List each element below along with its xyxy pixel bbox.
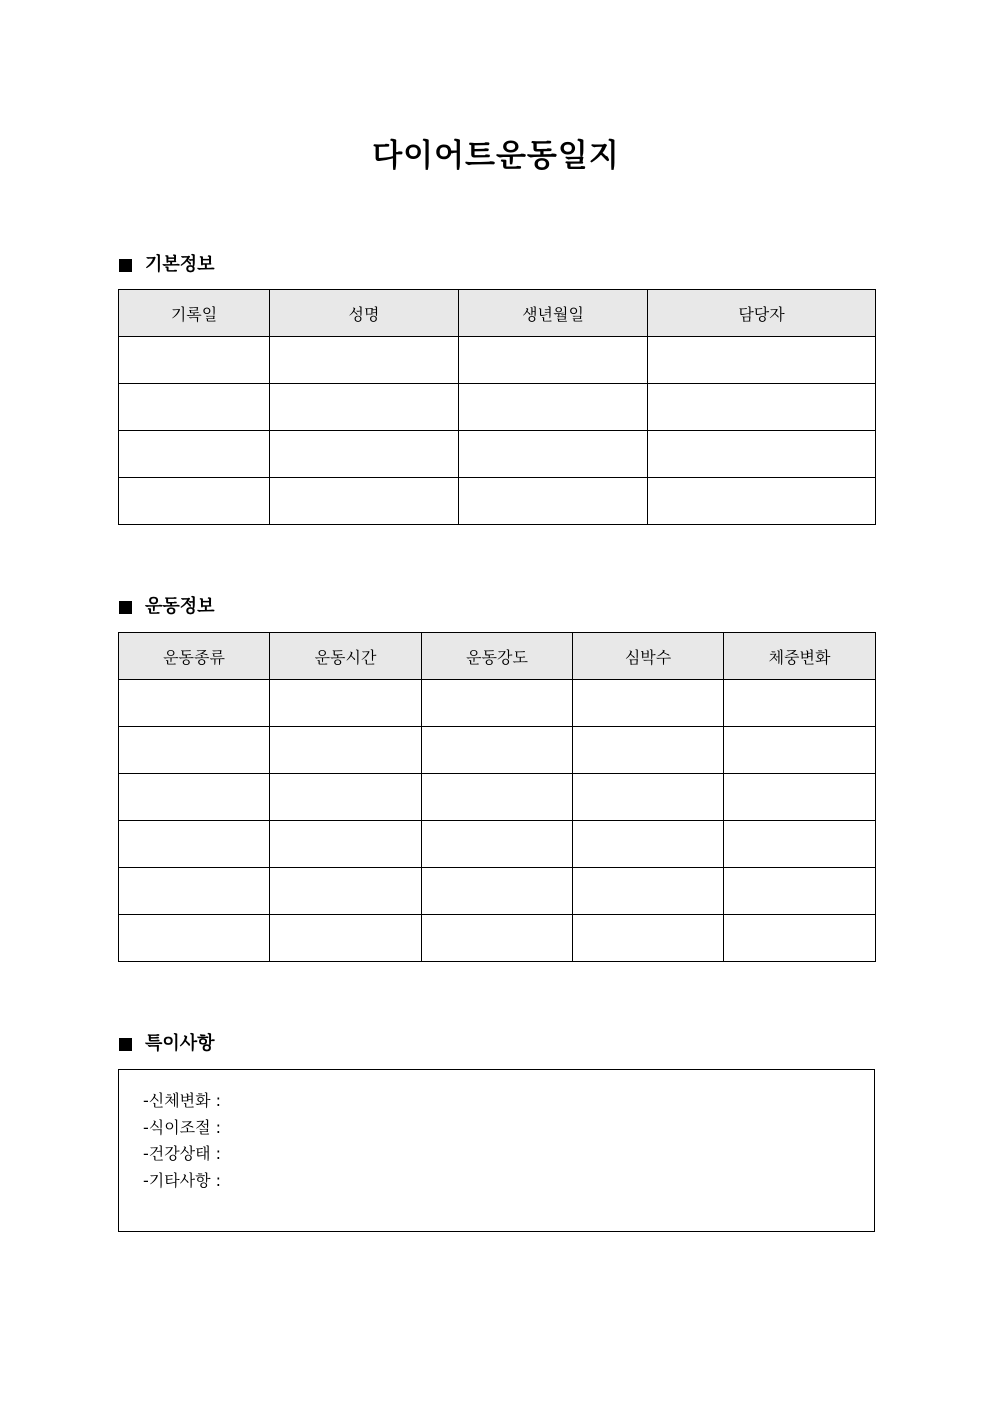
table-cell[interactable] (459, 431, 648, 478)
table-cell[interactable] (573, 680, 724, 727)
remarks-item-other: -기타사항 : (143, 1170, 222, 1190)
table-cell[interactable] (422, 868, 573, 915)
remarks-box[interactable] (118, 1069, 875, 1232)
column-header: 기록일 (119, 290, 270, 337)
column-header: 운동종류 (119, 633, 270, 680)
column-header: 운동시간 (270, 633, 422, 680)
exercise-info-heading (119, 595, 215, 619)
column-header: 담당자 (648, 290, 876, 337)
table-cell[interactable] (270, 337, 459, 384)
table-cell[interactable] (648, 478, 876, 525)
column-header: 성명 (270, 290, 459, 337)
table-cell[interactable] (573, 821, 724, 868)
table-cell[interactable] (724, 868, 876, 915)
table-row (119, 868, 876, 915)
table-row (119, 727, 876, 774)
table-cell[interactable] (270, 431, 459, 478)
table-cell[interactable] (648, 431, 876, 478)
table-cell[interactable] (573, 868, 724, 915)
square-bullet-icon (119, 1038, 132, 1051)
table-cell[interactable] (573, 915, 724, 962)
table-cell[interactable] (422, 821, 573, 868)
table-cell[interactable] (648, 384, 876, 431)
basic-info-heading (119, 253, 215, 277)
table-cell[interactable] (459, 337, 648, 384)
table-cell[interactable] (422, 680, 573, 727)
table-cell[interactable] (119, 384, 270, 431)
table-cell[interactable] (270, 915, 422, 962)
table-row (119, 337, 876, 384)
table-cell[interactable] (119, 680, 270, 727)
table-cell[interactable] (270, 868, 422, 915)
column-header: 체중변화 (724, 633, 876, 680)
table-cell[interactable] (422, 774, 573, 821)
table-row (119, 431, 876, 478)
table-cell[interactable] (724, 774, 876, 821)
exercise-info-heading-label: 운동정보 (145, 596, 215, 617)
table-cell[interactable] (648, 337, 876, 384)
remarks-item-health-status: -건강상태 : (143, 1144, 222, 1163)
table-cell[interactable] (422, 915, 573, 962)
remarks-item-body-change: -신체변화 : (143, 1091, 222, 1110)
table-cell[interactable] (724, 727, 876, 774)
basic-info-table (118, 289, 876, 525)
column-header: 생년월일 (459, 290, 648, 337)
table-cell[interactable] (119, 915, 270, 962)
table-row (119, 384, 876, 431)
basic-info-header-row (119, 290, 876, 337)
basic-info-heading-label: 기본정보 (145, 254, 215, 275)
table-row (119, 680, 876, 727)
exercise-info-header-row (119, 633, 876, 680)
square-bullet-icon (119, 259, 132, 272)
table-cell[interactable] (119, 337, 270, 384)
square-bullet-icon (119, 601, 132, 614)
table-cell[interactable] (573, 727, 724, 774)
table-cell[interactable] (119, 478, 270, 525)
table-row (119, 774, 876, 821)
table-cell[interactable] (119, 821, 270, 868)
table-row (119, 821, 876, 868)
exercise-info-table (118, 632, 876, 962)
page-title: 다이어트운동일지 (372, 138, 620, 174)
remarks-heading (119, 1032, 215, 1056)
table-cell[interactable] (119, 774, 270, 821)
table-cell[interactable] (119, 868, 270, 915)
table-row (119, 915, 876, 962)
table-cell[interactable] (573, 774, 724, 821)
table-cell[interactable] (459, 384, 648, 431)
column-header: 심박수 (573, 633, 724, 680)
table-cell[interactable] (270, 727, 422, 774)
table-cell[interactable] (270, 478, 459, 525)
table-cell[interactable] (270, 774, 422, 821)
table-cell[interactable] (459, 478, 648, 525)
column-header: 운동강도 (422, 633, 573, 680)
remarks-heading-label: 특이사항 (145, 1033, 215, 1054)
table-cell[interactable] (119, 727, 270, 774)
table-cell[interactable] (270, 680, 422, 727)
table-cell[interactable] (119, 431, 270, 478)
table-cell[interactable] (422, 727, 573, 774)
table-cell[interactable] (270, 821, 422, 868)
table-cell[interactable] (724, 915, 876, 962)
table-cell[interactable] (270, 384, 459, 431)
table-row (119, 478, 876, 525)
remarks-list (119, 1070, 874, 1194)
table-cell[interactable] (724, 821, 876, 868)
table-cell[interactable] (724, 680, 876, 727)
remarks-item-diet-control: -식이조절 : (143, 1117, 222, 1137)
